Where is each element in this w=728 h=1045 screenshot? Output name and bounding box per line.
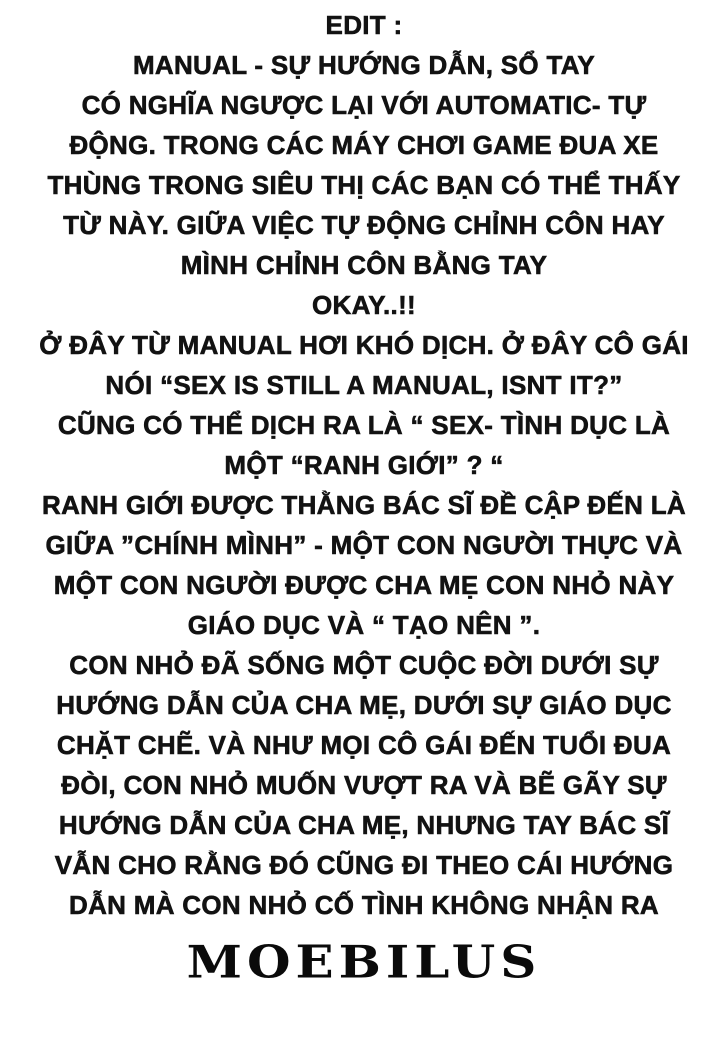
note-line: ĐÒI, CON NHỎ MUỐN VƯỢT RA VÀ BẼ GÃY SỰ — [61, 770, 667, 800]
note-line: CON NHỎ ĐÃ SỐNG MỘT CUỘC ĐỜI DƯỚI SỰ — [69, 650, 659, 680]
note-line: CŨNG CÓ THỂ DỊCH RA LÀ “ SEX- TÌNH DỤC LÀ — [57, 410, 671, 440]
note-line: CHẶT CHẼ. VÀ NHƯ MỌI CÔ GÁI ĐẾN TUỔI ĐUA — [56, 730, 672, 760]
scanlator-signature: MOEBILUS — [186, 935, 542, 989]
note-line: DẪN MÀ CON NHỎ CỐ TÌNH KHÔNG NHẬN RA — [69, 890, 659, 920]
note-line: VẪN CHO RẰNG ĐÓ CŨNG ĐI THEO CÁI HƯỚNG — [54, 850, 674, 880]
note-line: MÌNH CHỈNH CÔN BẰNG TAY — [180, 250, 548, 280]
note-line: MỘT “RANH GIỚI” ? “ — [224, 450, 504, 480]
note-line: RANH GIỚI ĐƯỢC THẰNG BÁC SĨ ĐỀ CẬP ĐẾN LÀ — [42, 490, 686, 520]
note-line: EDIT : — [325, 10, 403, 40]
note-line: HƯỚNG DẪN CỦA CHA MẸ, NHƯNG TAY BÁC SĨ — [58, 810, 670, 840]
note-line: MANUAL - SỰ HƯỚNG DẪN, SỔ TAY — [132, 50, 596, 80]
note-line: CÓ NGHĨA NGƯỢC LẠI VỚI AUTOMATIC- TỰ — [81, 90, 647, 120]
note-line: MỘT CON NGƯỜI ĐƯỢC CHA MẸ CON NHỎ NÀY — [53, 570, 675, 600]
note-line: ĐỘNG. TRONG CÁC MÁY CHƠI GAME ĐUA XE — [69, 130, 659, 160]
note-line: GIỮA ”CHÍNH MÌNH” - MỘT CON NGƯỜI THỰC VÀ — [45, 530, 683, 560]
note-line: OKAY..!! — [311, 290, 416, 320]
note-line: HƯỚNG DẪN CỦA CHA MẸ, DƯỚI SỰ GIÁO DỤC — [56, 690, 672, 720]
note-line: THÙNG TRONG SIÊU THỊ CÁC BẠN CÓ THỂ THẤY — [47, 170, 681, 200]
note-line: TỪ NÀY. GIỮA VIỆC TỰ ĐỘNG CHỈNH CÔN HAY — [63, 210, 665, 240]
note-line: GIÁO DỤC VÀ “ TẠO NÊN ”. — [187, 610, 541, 640]
note-line: Ở ĐÂY TỪ MANUAL HƠI KHÓ DỊCH. Ở ĐÂY CÔ GÁI — [39, 330, 689, 360]
note-line: NÓI “SEX IS STILL A MANUAL, ISNT IT?” — [105, 370, 623, 400]
